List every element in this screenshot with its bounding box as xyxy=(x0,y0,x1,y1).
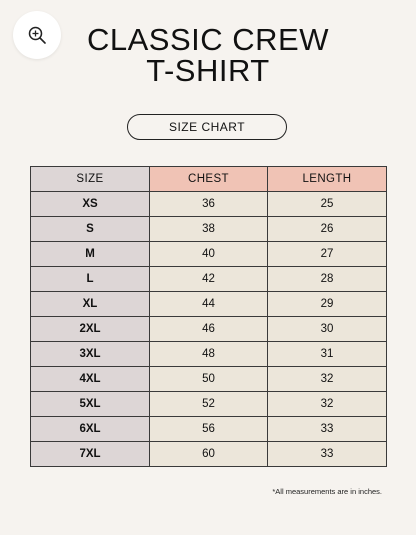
table-row xyxy=(31,217,387,242)
size-cell: S xyxy=(31,217,150,242)
table-row xyxy=(31,317,387,342)
chest-cell: 50 xyxy=(150,367,268,392)
size-cell: 3XL xyxy=(31,342,150,367)
length-cell: 30 xyxy=(268,317,387,342)
length-cell: 26 xyxy=(268,217,387,242)
size-cell: L xyxy=(31,267,150,292)
table-row xyxy=(31,192,387,217)
table-row xyxy=(31,417,387,442)
chest-cell: 46 xyxy=(150,317,268,342)
length-cell: 31 xyxy=(268,342,387,367)
title-line-2: T-SHIRT xyxy=(146,53,270,88)
size-cell: 4XL xyxy=(31,367,150,392)
length-cell: 25 xyxy=(268,192,387,217)
length-cell: 28 xyxy=(268,267,387,292)
size-cell: M xyxy=(31,242,150,267)
title-line-1: CLASSIC CREW xyxy=(87,22,329,57)
chest-cell: 48 xyxy=(150,342,268,367)
chest-cell: 42 xyxy=(150,267,268,292)
size-cell: 6XL xyxy=(31,417,150,442)
table-row xyxy=(31,392,387,417)
length-cell: 27 xyxy=(268,242,387,267)
size-cell: XL xyxy=(31,292,150,317)
header-length: LENGTH xyxy=(268,167,387,192)
chest-cell: 60 xyxy=(150,442,268,467)
size-cell: 2XL xyxy=(31,317,150,342)
header-size: SIZE xyxy=(31,167,150,192)
measurement-note: *All measurements are in inches. xyxy=(272,487,382,496)
chest-cell: 52 xyxy=(150,392,268,417)
table-row xyxy=(31,267,387,292)
header-chest: CHEST xyxy=(150,167,268,192)
chest-cell: 40 xyxy=(150,242,268,267)
length-cell: 33 xyxy=(268,417,387,442)
table-row xyxy=(31,442,387,467)
length-cell: 33 xyxy=(268,442,387,467)
length-cell: 32 xyxy=(268,392,387,417)
chest-cell: 36 xyxy=(150,192,268,217)
length-cell: 32 xyxy=(268,367,387,392)
size-cell: 5XL xyxy=(31,392,150,417)
chest-cell: 38 xyxy=(150,217,268,242)
size-chart-badge: SIZE CHART xyxy=(127,114,287,140)
table-header-row xyxy=(31,167,387,192)
chest-cell: 56 xyxy=(150,417,268,442)
length-cell: 29 xyxy=(268,292,387,317)
table-row xyxy=(31,242,387,267)
table-row xyxy=(31,367,387,392)
chest-cell: 44 xyxy=(150,292,268,317)
size-cell: 7XL xyxy=(31,442,150,467)
table-row xyxy=(31,292,387,317)
size-chart-table xyxy=(30,166,387,467)
page-title xyxy=(0,24,416,86)
table-row xyxy=(31,342,387,367)
size-cell: XS xyxy=(31,192,150,217)
